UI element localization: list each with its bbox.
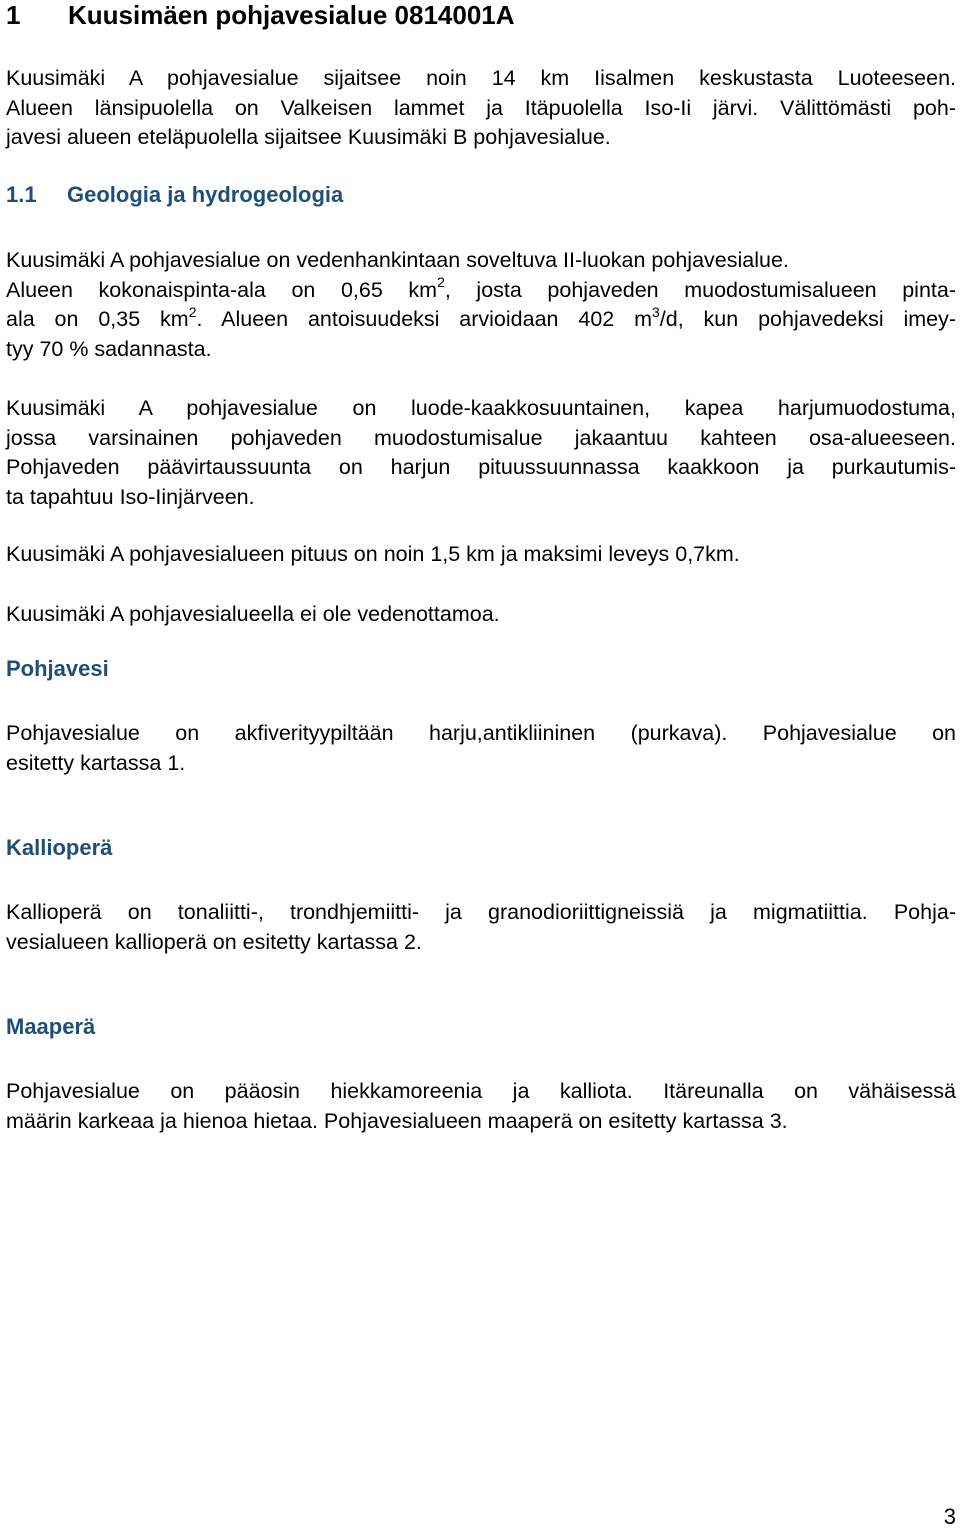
section-title: Geologia ja hydrogeologia [67,182,344,207]
paragraph-line: Alueen länsipuolella on Valkeisen lammet ja Itäpuolella Iso-Ii järvi. Välittömästi poh- [6,95,956,120]
paragraph-line: Pohjavesialue on akfiverityypiltään harju,antikliininen (purkava). Pohjavesialue on [6,721,956,745]
paragraph-line: jossa varsinainen pohjaveden muodostumisalue jakaantuu kahteen osa-alueeseen. [6,425,956,450]
intake-paragraph [6,600,956,630]
intro-paragraph [6,64,956,153]
shape-paragraph [6,394,956,512]
length-paragraph [6,540,956,570]
soil-paragraph [6,1077,956,1136]
chapter-heading [6,0,956,30]
text-run: , josta pohjaveden muodostumisalueen pinta- [444,277,956,302]
groundwater-paragraph [6,719,956,778]
paragraph-line: määrin karkeaa ja hienoa hietaa. Pohjavesialueen maaperä on esitetty kartassa 3. [6,1108,788,1133]
paragraph-line: esitetty kartassa 1. [6,750,186,775]
text-run: . Alueen antoisuudeksi arvioidaan 402 m [196,307,652,331]
superscript: 2 [437,274,445,291]
section-heading [6,181,343,209]
text-run: ala on 0,35 km [6,307,189,331]
paragraph-line: Kuusimäki A pohjavesialueen pituus on noin 1,5 km ja maksimi leveys 0,7km. [6,542,740,566]
bedrock-heading: Kallioperä [6,835,113,860]
paragraph-line: Kuusimäki A pohjavesialue on vedenhankintaan soveltuva II-luokan pohjavesialue. [6,248,789,272]
paragraph-line: Kuusimäki A pohjavesialueella ei ole vedenottamoa. [6,602,500,626]
paragraph-line: vesialueen kallioperä on esitetty kartassa 2. [6,929,422,954]
superscript: 3 [652,303,660,320]
paragraph-line [6,305,956,335]
paragraph-line: Kallioperä on tonaliitti-, trondhjemiitti- ja granodioriittigneissiä ja migmatiittia. Pohja- [6,900,956,924]
paragraph-line: tyy 70 % sadannasta. [6,336,212,361]
soil-heading: Maaperä [6,1014,96,1039]
bedrock-paragraph [6,898,956,957]
paragraph-line: Pohjaveden päävirtaussuunta on harjun pituussuunnassa kaakkoon ja purkautumis- [6,455,956,479]
paragraph-line: ta tapahtuu Iso-Iinjärveen. [6,484,255,509]
superscript: 2 [188,303,197,320]
page-number: 3 [943,1504,956,1529]
paragraph-line: Pohjavesialue on pääosin hiekkamoreenia ja kalliota. Itäreunalla on vähäisessä [6,1079,956,1103]
paragraph-line [6,276,956,306]
paragraph-line: Kuusimäki A pohjavesialue on luode-kaakkosuuntainen, kapea harjumuodostuma, [6,396,956,420]
area-paragraph [6,246,956,364]
text-run: Alueen kokonaispinta-ala on 0,65 km [6,277,438,302]
chapter-number: 1 [6,0,21,30]
chapter-title: Kuusimäen pohjavesialue 0814001A [68,0,515,30]
groundwater-heading: Pohjavesi [6,656,109,681]
paragraph-line: Kuusimäki A pohjavesialue sijaitsee noin 14 km Iisalmen keskustasta Luoteeseen. [6,66,956,90]
text-run: /d, kun pohjavedeksi imey- [659,307,957,331]
section-number: 1.1 [6,182,37,207]
paragraph-line: javesi alueen eteläpuolella sijaitsee Kuusimäki B pohjavesialue. [6,125,611,149]
